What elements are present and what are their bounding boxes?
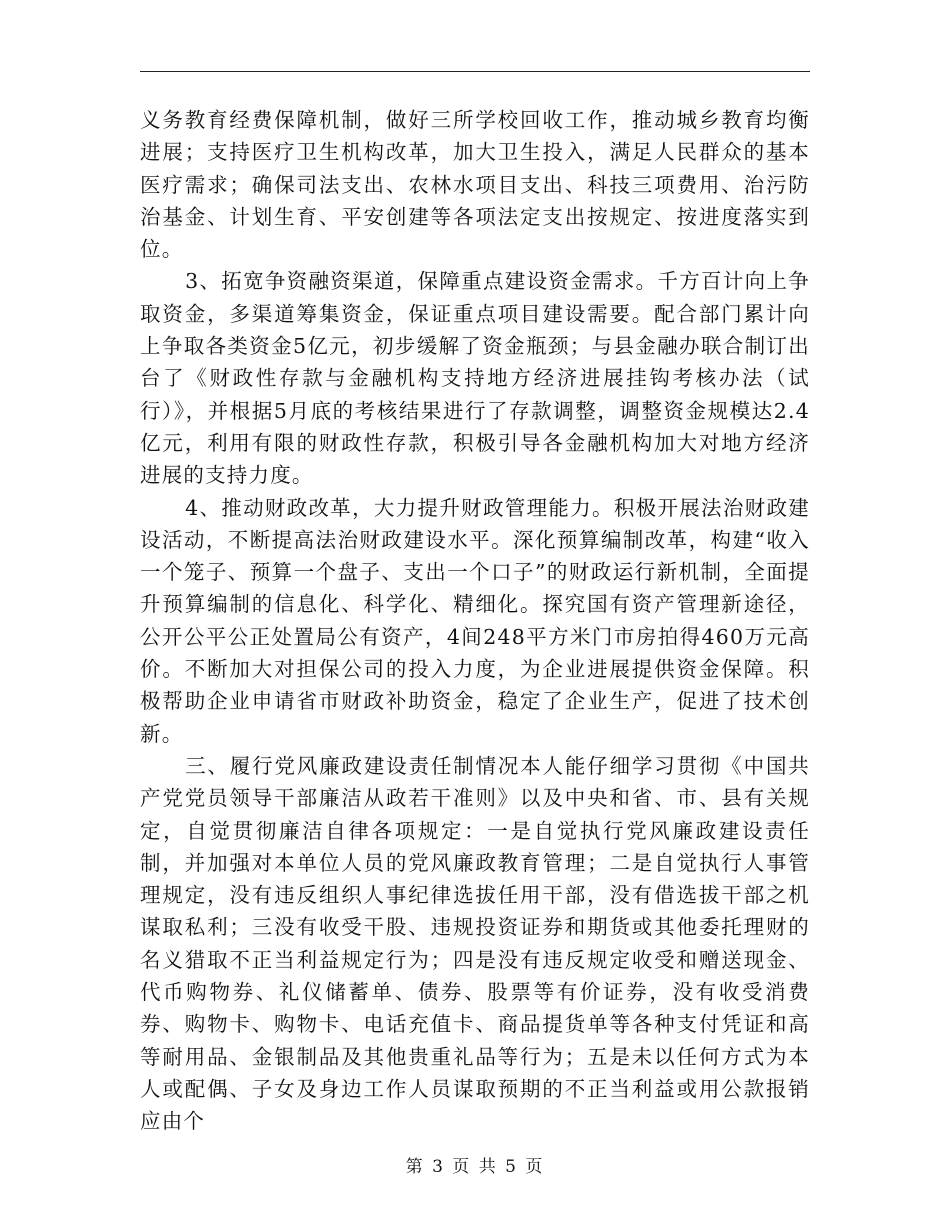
page-number-footer: 第 3 页 共 5 页 <box>405 1157 545 1177</box>
paragraph-item-3: 3、拓宽争资融资渠道，保障重点建设资金需求。千方百计向上争取资金，多渠道筹集资金，保证重点项目建设需要。配合部门累计向上争取各类资金5亿元，初步缓解了资金瓶颈；与县金融办联合制订出台了《财政性存款与金融机构支持地方经济进展挂钩考核办法（试行）》，并根据5月底的考核结果进行了存款调整，调整资金规模达2.4亿元，利用有限的财政性存款，积极引导各金融机构加大对地方经济进展的支持力度。 <box>140 269 810 488</box>
paragraph-continuation: 义务教育经费保障机制，做好三所学校回收工作，推动城乡教育均衡进展；支持医疗卫生机构改革，加大卫生投入，满足人民群众的基本医疗需求；确保司法支出、农林水项目支出、科技三项费用、治污防治基金、计划生育、平安创建等各项法定支出按规定、按进度落实到位。 <box>140 108 810 262</box>
document-body <box>140 104 810 1138</box>
paragraph-item-4: 4、推动财政改革，大力提升财政管理能力。积极开展法治财政建设活动，不断提高法治财政建设水平。深化预算编制改革，构建“收入一个笼子、预算一个盘子、支出一个口子”的财政运行新机制，全面提升预算编制的信息化、科学化、精细化。探究国有资产管理新途径，公开公平公正处置局公有资产，4间248平方米门市房拍得460万元高价。不断加大对担保公司的投入力度，为企业进展提供资金保障。积极帮助企业申请省市财政补助资金，稳定了企业生产，促进了技术创新。 <box>140 495 810 746</box>
header-rule <box>140 71 810 72</box>
paragraph-section-3: 三、履行党风廉政建设责任制情况本人能仔细学习贯彻《中国共产党党员领导干部廉洁从政若干准则》以及中央和省、市、县有关规定，自觉贯彻廉洁自律各项规定：一是自觉执行党风廉政建设责任制，并加强对本单位人员的党风廉政教育管理；二是自觉执行人事管理规定，没有违反组织人事纪律选拔任用干部，没有借选拔干部之机谋取私利；三没有收受干股、违规投资证券和期货或其他委托理财的名义猎取不正当利益规定行为；四是没有违反规定收受和赠送现金、代币购物券、礼仪储蓄单、债券、股票等有价证券，没有收受消费券、购物卡、购物卡、电话充值卡、商品提货单等各种支付凭证和高等耐用品、金银制品及其他贵重礼品等行为；五是未以任何方式为本人或配偶、子女及身边工作人员谋取预期的不正当利益或用公款报销应由个 <box>140 753 810 1134</box>
